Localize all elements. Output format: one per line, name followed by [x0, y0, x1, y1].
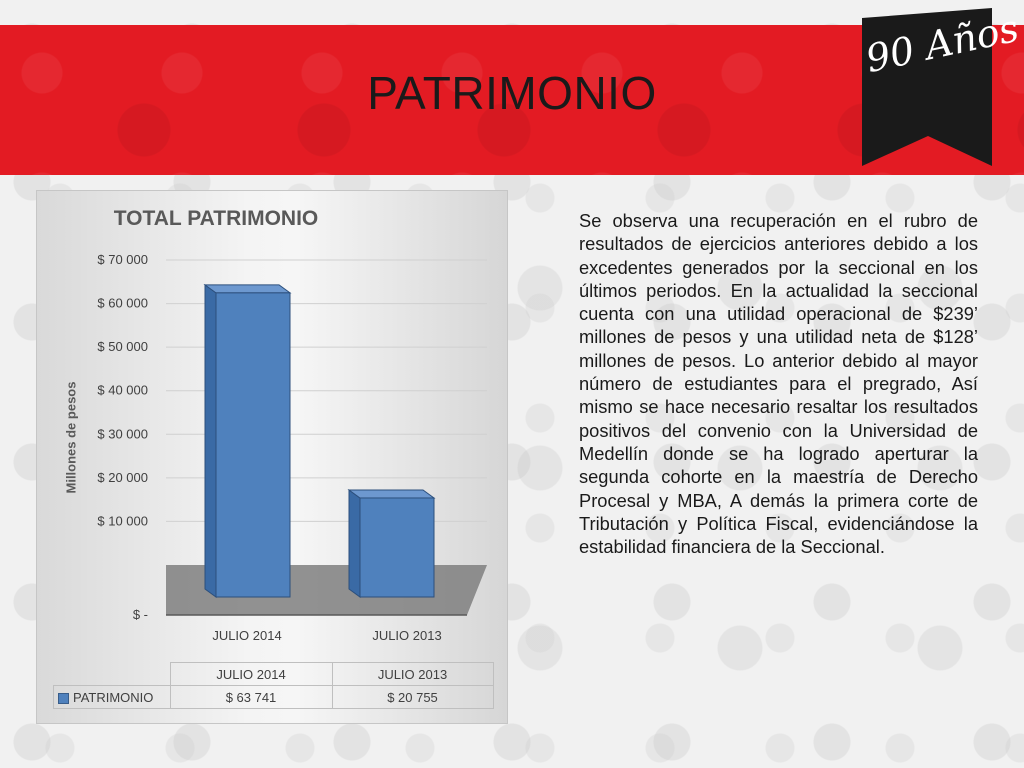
page-title: PATRIMONIO	[367, 67, 657, 119]
x-category-label: JULIO 2014	[212, 628, 282, 643]
y-axis-label: Millones de pesos	[63, 381, 79, 494]
badge-label: 90 Años	[862, 5, 1023, 82]
data-table-row	[54, 686, 494, 709]
bar-side	[349, 490, 360, 597]
x-category-label: JULIO 2013	[372, 628, 442, 643]
bar	[360, 498, 434, 597]
y-tick-label: $ 60 000	[97, 295, 148, 311]
series-name: PATRIMONIO	[73, 689, 154, 705]
data-table-row-label	[54, 686, 171, 709]
body-paragraph: Se observa una recuperación en el rubro de resultados de ejercicios anteriores debido a los excedentes generados por la seccional en los últimos periodos. En la actualidad la seccional cuenta con una utilidad operacional de $239’ millones de pesos y una utilidad neta de $128’ millones de pesos. Lo anterior debido al mayor número de estudiantes para el pregrado, Así mismo se hace necesario resaltar los resultados positivos del convenio con la Universidad de Medellín donde se ha logrado aperturar la segunda cohorte en la maestría de Derecho Procesal y MBA, A demás la primera corte de Tributación y Política Fiscal, evidenciándose la estabilidad financiera de la Seccional.	[579, 210, 978, 558]
data-table-cell: $ 63 741	[170, 686, 332, 709]
bar	[216, 293, 290, 597]
y-tick-label: $ 50 000	[97, 339, 148, 355]
y-tick-label: $ 70 000	[97, 252, 148, 267]
data-table-header: JULIO 2013	[332, 663, 493, 686]
y-tick-label: $ 10 000	[97, 513, 148, 529]
y-tick-label: $ -	[132, 607, 148, 622]
data-table-corner	[54, 663, 171, 686]
bar-top	[349, 490, 434, 498]
chart-title: TOTAL PATRIMONIO	[113, 207, 319, 230]
y-tick-label: $ 30 000	[97, 426, 148, 442]
chart-data-table	[53, 662, 494, 709]
data-table-header: JULIO 2014	[170, 663, 332, 686]
data-table-header-row	[54, 663, 494, 686]
bar-top	[205, 285, 290, 293]
bar-side	[205, 285, 216, 597]
y-tick-label: $ 20 000	[97, 469, 148, 485]
y-tick-label: $ 40 000	[97, 382, 148, 398]
legend-swatch	[58, 693, 69, 704]
data-table-cell: $ 20 755	[332, 686, 493, 709]
